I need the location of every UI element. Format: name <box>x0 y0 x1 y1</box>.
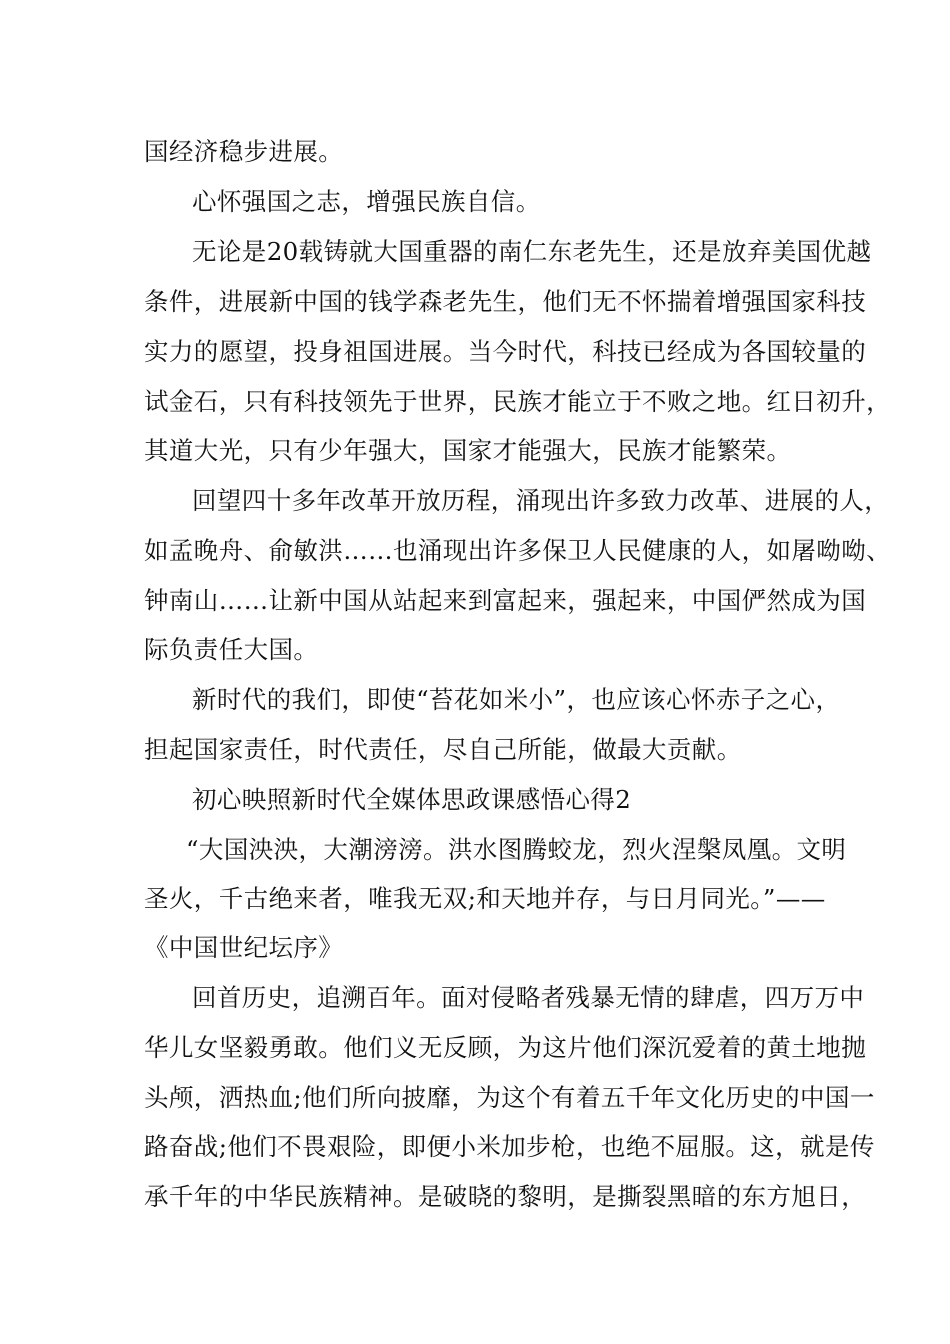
section-heading: 初心映照新时代全媒体思政课感悟心得2 <box>192 785 632 814</box>
text-line: 《中国世纪坛序》 <box>144 933 344 962</box>
text-line: 如孟晚舟、俞敏洪……也涌现出许多保卫人民健康的人，如屠呦呦、 <box>144 536 891 565</box>
text-line: 路奋战;他们不畏艰险，即便小米加步枪，也绝不屈服。这，就是传 <box>144 1132 875 1161</box>
text-line: 圣火，千古绝来者，唯我无双;和天地并存，与日月同光。”—— <box>144 884 826 913</box>
text-line: 实力的愿望，投身祖国进展。当今时代，科技已经成为各国较量的 <box>144 337 867 366</box>
text-line: “大国泱泱，大潮滂滂。洪水图腾蛟龙，烈火涅槃凤凰。文明 <box>186 835 847 864</box>
text-line: 承千年的中华民族精神。是破晓的黎明，是撕裂黑暗的东方旭日， <box>144 1182 867 1211</box>
text-line: 头颅，洒热血;他们所向披靡，为这个有着五千年文化历史的中国一 <box>144 1083 875 1112</box>
text-line: 试金石，只有科技领先于世界，民族才能立于不败之地。红日初升， <box>144 387 891 416</box>
text-line: 钟南山……让新中国从站起来到富起来，强起来，中国俨然成为国 <box>144 586 867 615</box>
text-line: 国经济稳步进展。 <box>144 137 344 166</box>
text-line: 际负责任大国。 <box>144 635 319 664</box>
text-line: 心怀强国之志，增强民族自信。 <box>192 187 541 216</box>
text-line: 其道大光，只有少年强大，国家才能强大，民族才能繁荣。 <box>144 436 792 465</box>
text-line: 新时代的我们，即使“苔花如米小”，也应该心怀赤子之心， <box>192 685 841 714</box>
text-line: 回首历史，追溯百年。面对侵略者残暴无情的肆虐，四万万中 <box>192 983 865 1012</box>
text-line: 担起国家责任，时代责任，尽自己所能，做最大贡献。 <box>144 735 742 764</box>
text-line: 回望四十多年改革开放历程，涌现出许多致力改革、进展的人， <box>192 486 890 515</box>
text-line: 无论是20载铸就大国重器的南仁东老先生，还是放弃美国优越 <box>192 237 872 266</box>
text-line: 华儿女坚毅勇敢。他们义无反顾，为这片他们深沉爱着的黄土地抛 <box>144 1033 867 1062</box>
text-line: 条件，进展新中国的钱学森老先生，他们无不怀揣着增强国家科技 <box>144 287 867 316</box>
